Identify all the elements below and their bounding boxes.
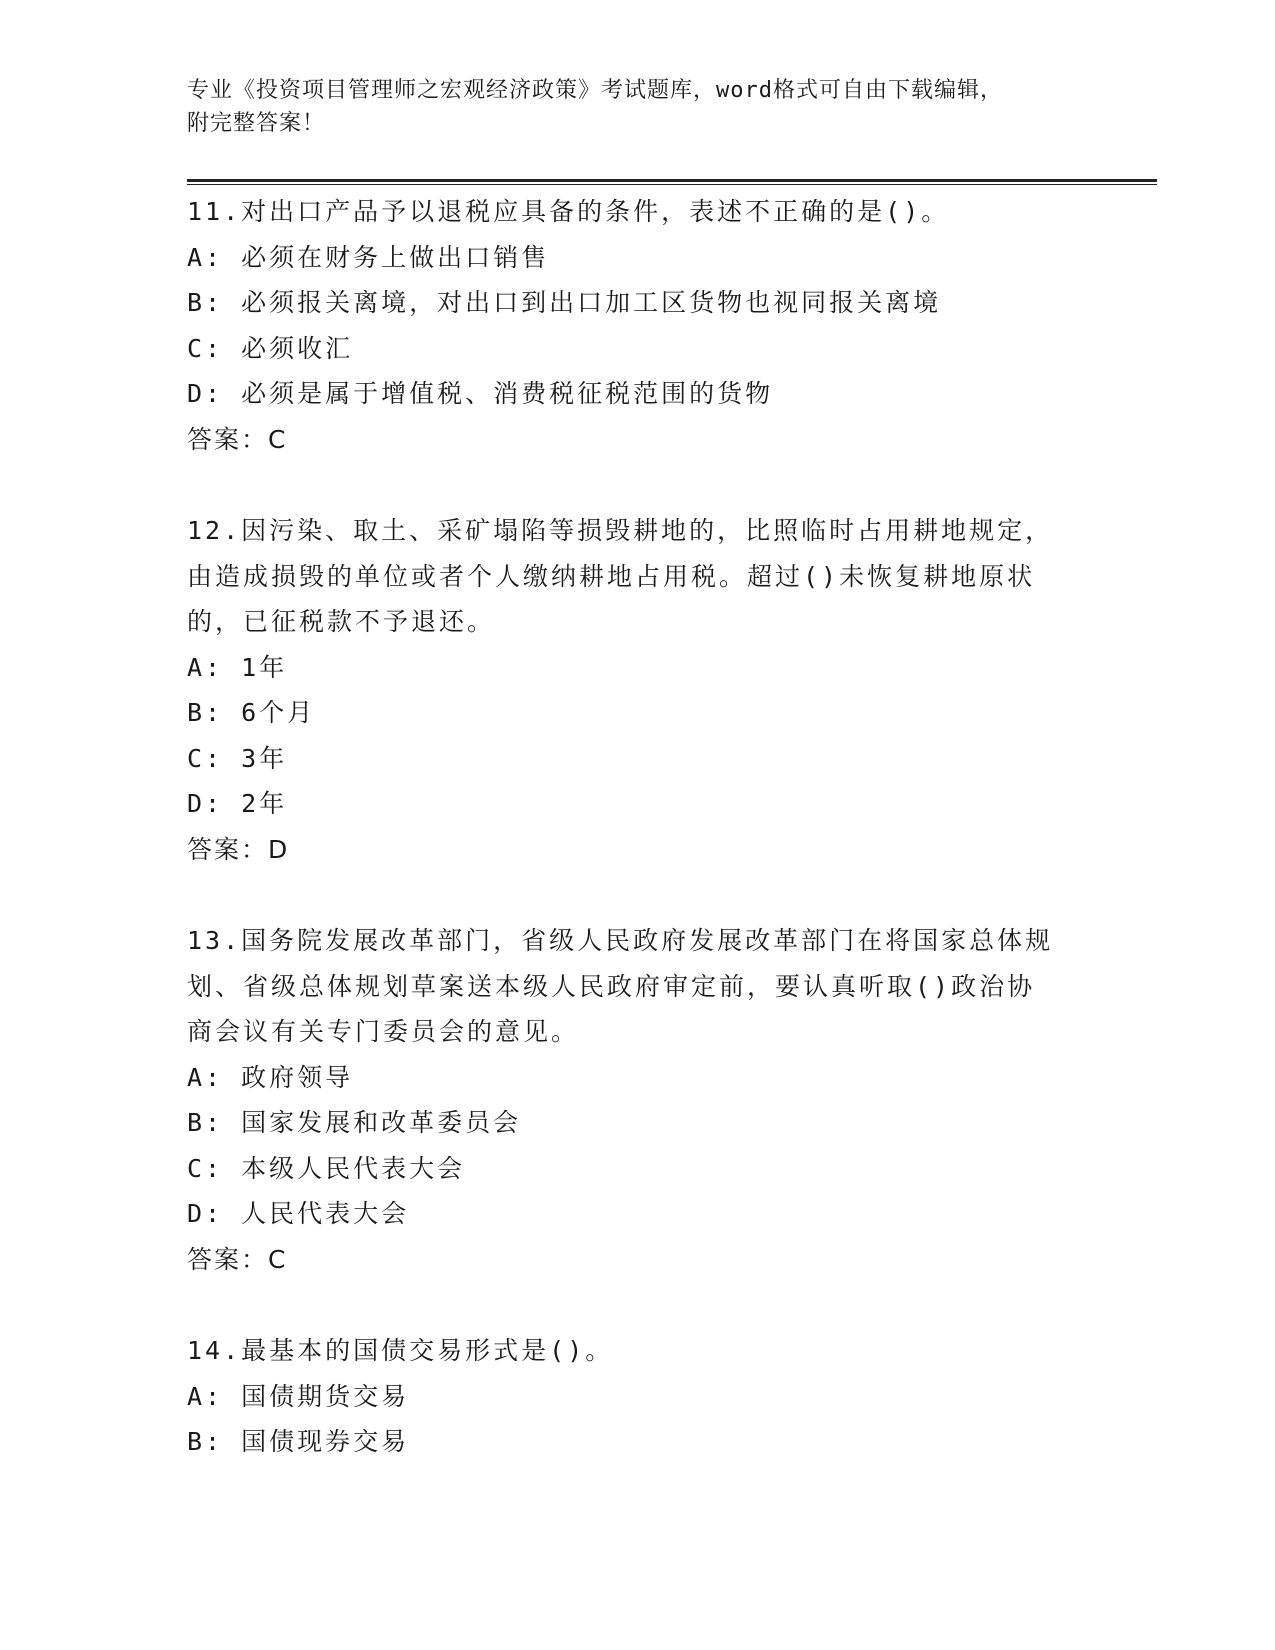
question-14 [187,1328,1157,1465]
question-stem-line: 13.国务院发展改革部门，省级人民政府发展改革部门在将国家总体规 [187,926,1054,955]
option-c: C: 必须收汇 [187,333,354,363]
question-stem-line: 14.最基本的国债交易形式是()。 [187,1336,614,1365]
option-a: A: 必须在财务上做出口销售 [187,242,550,272]
option-a: A: 1年 [187,652,288,682]
question-13 [187,918,1157,1282]
header-line-1: 专业《投资项目管理师之宏观经济政策》考试题库，word格式可自由下载编辑， [187,78,1003,103]
option-d: D: 人民代表大会 [187,1199,410,1228]
question-stem-line: 的，已征税款不予退还。 [187,607,496,636]
question-list [187,189,1157,1511]
option-d: D: 必须是属于增值税、消费税征税范围的货物 [187,379,774,408]
option-b: B: 国债现券交易 [187,1427,410,1456]
option-b: B: 必须报关离境，对出口到出口加工区货物也视同报关离境 [187,288,942,317]
question-stem-line: 由造成损毁的单位或者个人缴纳耕地占用税。超过()未恢复耕地原状 [187,561,1036,591]
question-stem-line: 划、省级总体规划草案送本级人民政府审定前，要认真听取()政治协 [187,971,1036,1001]
option-b: B: 6个月 [187,698,316,727]
question-11 [187,189,1157,462]
question-stem-line: 11.对出口产品予以退税应具备的条件，表述不正确的是()。 [187,197,950,226]
option-a: A: 政府领导 [187,1062,354,1092]
question-stem-line: 商会议有关专门委员会的意见。 [187,1017,580,1046]
answer-line: 答案：C [187,1244,288,1274]
question-stem-line: 12.因污染、取土、采矿塌陷等损毁耕地的，比照临时占用耕地规定， [187,516,1054,545]
header-line-2: 附完整答案！ [187,111,326,136]
document-header [187,74,1067,140]
answer-line: 答案：C [187,424,288,454]
option-c: C: 本级人民代表大会 [187,1153,466,1183]
header-divider-thick [187,179,1157,182]
option-a: A: 国债期货交易 [187,1381,410,1411]
option-c: C: 3年 [187,743,288,773]
header-divider-thin [187,184,1157,185]
option-b: B: 国家发展和改革委员会 [187,1108,522,1137]
question-12 [187,508,1157,872]
option-d: D: 2年 [187,789,288,818]
answer-line: 答案：D [187,834,290,864]
